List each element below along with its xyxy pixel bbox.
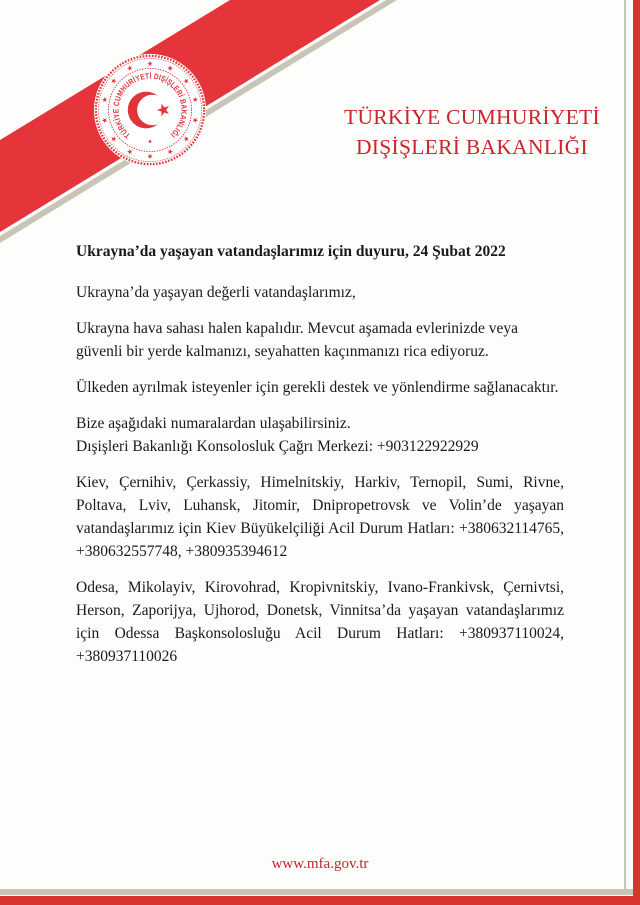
paragraph-call-center: Bize aşağıdaki numaralardan ulaşabilirsiniz. Dışişleri Bakanlığı Konsolosluk Çağrı Merkezi: +903122922929 xyxy=(76,415,479,455)
bottom-edge-red-band xyxy=(0,896,640,905)
paragraph-salutation: Ukrayna’da yaşayan değerli vatandaşlarımız, xyxy=(76,284,356,301)
bottom-edge-gray-line xyxy=(0,889,633,895)
ministry-title-line2: DIŞİŞLERİ BAKANLIĞI xyxy=(355,135,589,159)
announcement-body xyxy=(76,240,564,681)
right-edge-gray-line xyxy=(624,0,626,895)
seal-separator-dot xyxy=(149,140,152,143)
right-edge-red-stripe xyxy=(633,0,640,905)
seal-circular-text: TÜRKİYE CUMHURİYETİ DIŞİŞLERİ BAKANLIĞI xyxy=(111,71,189,141)
paragraph-kiev-embassy: Kiev, Çernihiv, Çerkassiy, Himelnitskiy, Harkiv, Ternopil, Sumi, Rivne, Poltava, Lviv, Luhansk, Jitomir, Dnipropetrovsk ve Volin’de yaşayan vatandaşlarımız için Kiev Büyükelçiliği Acil Durum Hatları: +380632114765, +380632557748, +380935394612 xyxy=(76,474,564,560)
paragraph-support: Ülkeden ayrılmak isteyenler için gerekli destek ve yönlendirme sağlanacaktır. xyxy=(76,379,559,396)
paragraph-airspace: Ukrayna hava sahası halen kapalıdır. Mevcut aşamada evlerinizde veya güvenli bir yerde kalmanızı, seyahatten kaçınmanızı rica ediyoruz. xyxy=(76,320,518,360)
ministry-emblem xyxy=(92,52,208,168)
ministry-title-line1: TÜRKİYE CUMHURİYETİ xyxy=(344,105,600,129)
website-url: www.mfa.gov.tr xyxy=(271,856,369,872)
ministry-title xyxy=(331,102,613,162)
paragraph-odessa-consulate: Odesa, Mikolayiv, Kirovohrad, Kropivnitskiy, Ivano-Frankivsk, Çernivtsi, Herson, Zaporijya, Ujhorod, Donetsk, Vinnitsa’da yaşayan vatandaşlarımız için Odessa Başkonsolosluğu Acil Durum Hatları: +380937110024, +380937110026 xyxy=(76,579,564,665)
announcement-heading: Ukrayna’da yaşayan vatandaşlarımız için duyuru, 24 Şubat 2022 xyxy=(76,243,506,260)
